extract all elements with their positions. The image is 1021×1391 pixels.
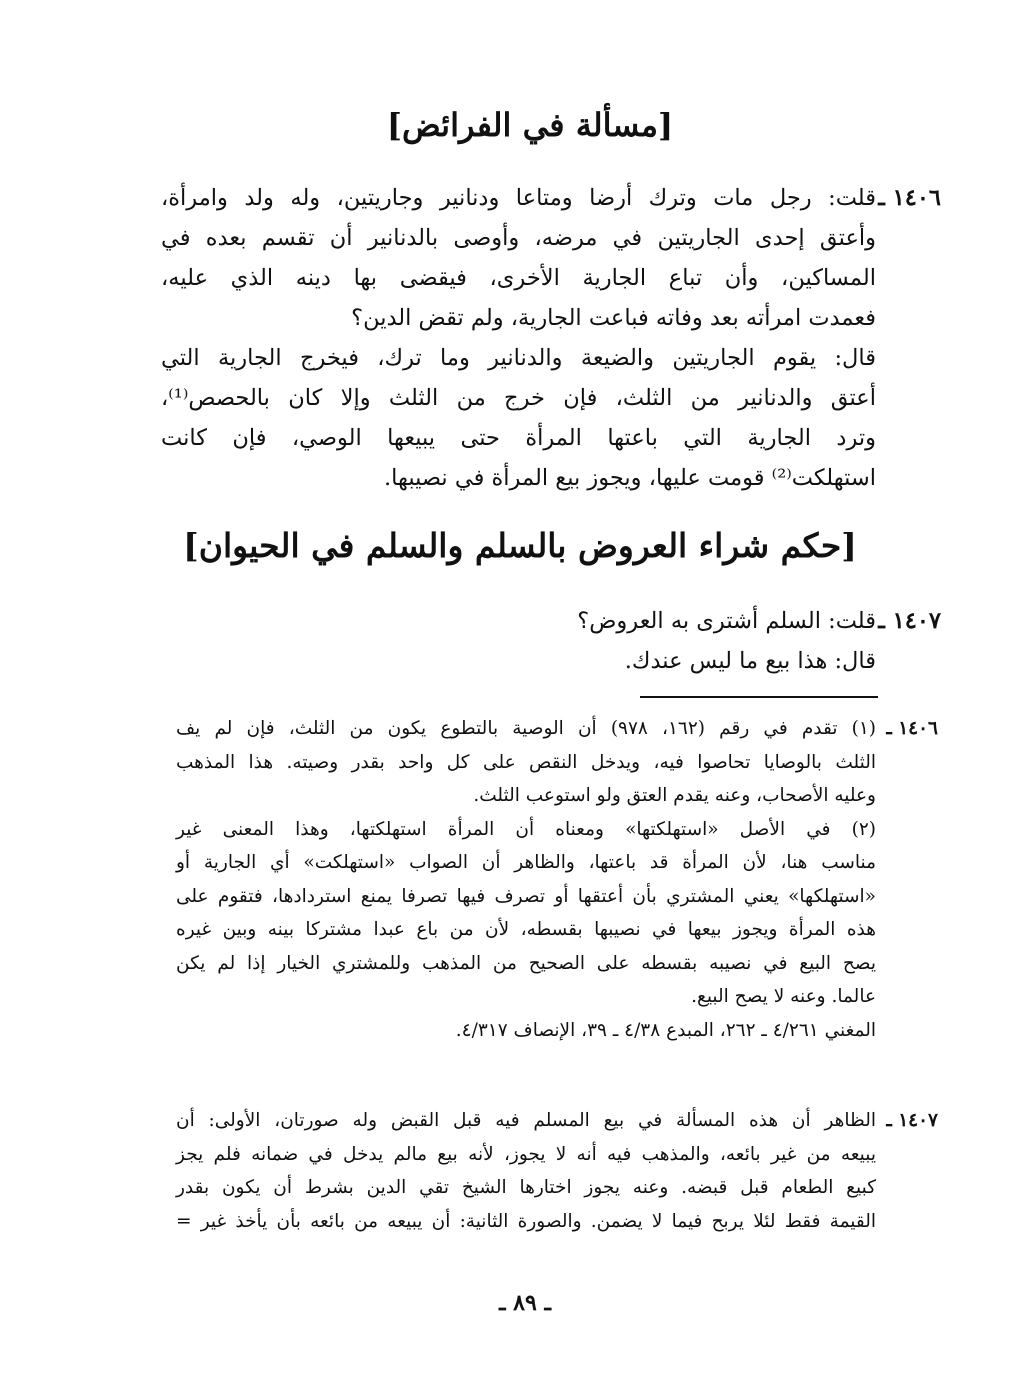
entry-line: وأعتق إحدى الجاريتين في مرضه، وأوصى بالدنانير أن تقسم بعده في [161, 225, 876, 251]
footnote-line: القيمة فقط لئلا يربح فيما لا يضمن. والصورة الثانية: أن يبيعه من بائعه بأن يأخذ غير = [176, 1210, 876, 1232]
entry-number: ١٤٠٦ ـ [878, 185, 941, 211]
page-number: ـ ٨٩ ـ [499, 1290, 551, 1316]
footnote-line: (١) تقدم في رقم (١٦٢، ٩٧٨) أن الوصية بالتطوع يكون من الثلث، فإن لم يف [176, 718, 877, 739]
footnote-line: مناسب هنا، لأن المرأة قد باعتها، والظاهر أن الصواب «استهلكت» أي الجارية أو [176, 852, 876, 873]
footnote-line: يصح البيع في نصيبه بقسطه على الصحيح من المذهب وللمشتري الخيار إذا لم يكن [176, 952, 876, 974]
footnote-line: (٢) في الأصل «استهلكتها» ومعناه أن المرأة استهلكتها، وهذا المعنى غير [176, 818, 876, 840]
footnote-line: يبيعه من غير بائعه، والمذهب فيه أنه لا يجوز، لأنه بيع مالم يدخل في ضمانه فلم يجز [176, 1143, 876, 1165]
entry-1407 [161, 601, 941, 681]
entry-line: استهلكت⁽²⁾ قومت عليها، ويجوز بيع المرأة في نصيبها. [383, 465, 876, 491]
footnote-line: هذه المرأة ويجوز بيعها في نصيبها بقسطه، لأن من باع عبدا مشتركا بينه وبين غيره [176, 919, 876, 940]
entry-line: المساكين، وأن تباع الجارية الأخرى، فيقضى بها دينه الذي عليه، [161, 265, 876, 291]
entry-line: أعتق والدنانير من الثلث، فإن خرج من الثلث وإلا كان بالحصص⁽¹⁾، [161, 385, 876, 411]
entry-line: قلت: رجل مات وترك أرضا ومتاعا ودنانير وجاريتين، وله ولد وامرأة، [161, 185, 876, 211]
footnote-number: ١٤٠٦ ـ [886, 718, 938, 739]
footnote-line: «استهلكها» يعني المشتري بأن أعتقها أو تصرف فيها تصرفا يمنع استردادها، فتقوم على [176, 885, 876, 907]
entry-line: وترد الجارية التي باعتها المرأة حتى يبيعها الوصي، فإن كانت [161, 425, 876, 451]
footnote-number: ١٤٠٧ ـ [886, 1110, 938, 1131]
entry-1406 [161, 178, 941, 498]
section-title-salam: [حكم شراء العروض بالسلم والسلم في الحيوان] [183, 526, 857, 565]
entry-line: قال: يقوم الجاريتين والضيعة والدنانير وما ترك، فيخرج الجارية التي [161, 345, 876, 371]
footnote-line: وعليه الأصحاب، وعنه يقدم العتق ولو استوعب الثلث. [473, 785, 876, 806]
footnote-line: الثلث بالوصايا تحاصوا فيه، ويدخل النقص على كل واحد بقدر وصيته. هذا المذهب [176, 751, 876, 773]
entry-line: قلت: السلم أشترى به العروض؟ [577, 608, 876, 634]
entry-number: ١٤٠٧ ـ [878, 608, 941, 634]
footnote-line: الظاهر أن هذه المسألة في بيع المسلم فيه قبل القبض وله صورتان، الأولى: أن [176, 1110, 876, 1131]
footnote-1407 [176, 1104, 938, 1238]
entry-line: قال: هذا بيع ما ليس عندك. [624, 648, 876, 674]
entry-line: فعمدت امرأته بعد وفاته فباعت الجارية، ولم تقض الدين؟ [351, 305, 876, 331]
footnote-references: المغني ٤/٢٦١ ـ ٢٦٢، المبدع ٤/٣٨ ـ ٣٩، الإنصاف ٤/٣١٧. [455, 1019, 876, 1041]
footnote-line: كبيع الطعام قبل قبضه. وعنه يجوز اختارها الشيخ تقي الدين بشرط أن يكون بقدر [176, 1177, 876, 1198]
footnote-separator [640, 696, 878, 698]
section-title-inheritance: [مسألة في الفرائض] [386, 106, 674, 144]
footnote-1406 [176, 712, 938, 1047]
footnote-line: عالما. وعنه لا يصح البيع. [691, 986, 876, 1007]
